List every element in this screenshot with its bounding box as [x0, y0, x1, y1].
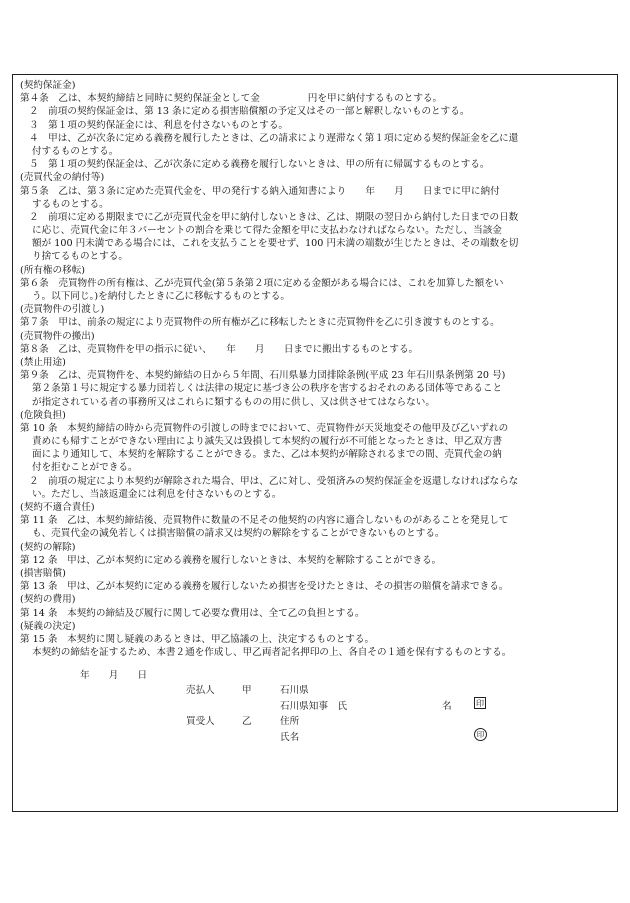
buyer-address: 住所 [280, 716, 300, 727]
clause-line: 第８条 乙は、売買物件を甲の指示に従い、 年 月 日までに搬出するものとする。 [20, 343, 419, 355]
clause-line: ２ 前項に定める期限までに乙が売買代金を甲に納付しないときは、乙は、期限の翌日から納付した日までの日数 [29, 211, 519, 223]
clause-line: 第５条 乙は、第３条に定めた売買代金を、甲の発行する納入通知書により 年 月 日までに甲に納付 [20, 185, 500, 197]
clause-line: するものとする。 [32, 198, 109, 210]
article-heading: (契約不適合責任) [20, 502, 95, 513]
seller-party: 甲 [242, 685, 252, 696]
article-heading: (売買物件の搬出) [20, 330, 95, 342]
article-heading: (契約の費用) [20, 594, 76, 606]
seller-address: 石川県 [280, 685, 309, 696]
article-heading: (契約の解除) [20, 541, 76, 553]
clause-line: ３ 第１項の契約保証金には、利息を付さないものとする。 [29, 119, 289, 131]
article-heading: (売買代金の納付等) [20, 172, 105, 184]
seller-name: 石川県知事 氏 [280, 701, 348, 712]
article-heading: (契約保証金) [20, 80, 76, 91]
clause-line: い。ただし、当該返還金には利息を付さないものとする。 [32, 488, 282, 500]
clause-line: も、売買代金の減免若しくは損害賠償の請求又は契約の解除をすることができないものとする。 [32, 528, 445, 540]
article-heading: (所有権の移転) [20, 264, 86, 276]
seller-role: 売払人 [186, 685, 215, 696]
clause-line: 第４条 乙は、本契約締結と同時に契約保証金として金 円を甲に納付するものとする。 [20, 93, 443, 105]
article-heading: (疑義の決定) [20, 620, 76, 632]
buyer-role: 買受人 [186, 716, 215, 727]
buyer-name: 氏名 [280, 732, 300, 743]
clause-line: 第 13 条 甲は、乙が本契約に定める義務を履行しないため損害を受けたときは、その損害の賠償を請求できる。 [20, 581, 509, 593]
clause-line: 第 10 条 本契約締結の時から売買物件の引渡しの時までにおいて、売買物件が天災地変その他甲及び乙いずれの [20, 422, 509, 434]
clause-line: 付するものとする。 [32, 145, 119, 157]
clause-line: 第２条第１号に規定する暴力団若しくは法律の規定に基づき公の秩序を害するおそれのある団体等であること [32, 383, 503, 395]
clause-line: 第９条 乙は、売買物件を、本契約締結の日から５年間、石川県暴力団排除条例(平成 23 年石川県条例第 20 号) [20, 370, 506, 382]
contract-body [20, 79, 614, 659]
clause-line: う。以下同じ。)を納付したときに乙に移転するものとする。 [32, 291, 290, 302]
clause-line: 第 11 条 乙は、本契約締結後、売買物件に数量の不足その他契約の内容に適合しないものがあることを発見して [20, 515, 509, 527]
clause-line: ４ 甲は、乙が次条に定める義務を履行したときは、乙の請求により遅滞なく第１項に定める契約保証金を乙に還 [29, 132, 519, 144]
clause-line: に応じ、売買代金に年３パーセントの割合を乗じて得た金額を甲に支払わなければならない。ただし、当該金 [32, 225, 502, 237]
clause-line: が指定されている者の事務所又はこれらに類するものの用に供し、又は供させてはならない。 [32, 396, 435, 408]
clause-line: 面により通知して、本契約を解除することができる。また、乙は本契約が解除されるまでの間、売買代金の納 [32, 449, 502, 461]
clause-line: 第 15 条 本契約に関し疑義のあるときは、甲乙協議の上、決定するものとする。 [20, 633, 375, 645]
article-heading: (損害賠償) [20, 567, 66, 579]
seller-seal: 印 [476, 699, 484, 708]
buyer-seal: 印 [474, 728, 487, 741]
article-heading: (禁止用途) [20, 356, 66, 368]
clause-line: 第７条 甲は、前条の規定により売買物件の所有権が乙に移転したときに売買物件を乙に引き渡すものとする。 [20, 317, 500, 329]
clause-line: ２ 前項の契約保証金は、第 13 条に定める損害賠償額の予定又はその一部と解釈しないものとする。 [29, 106, 470, 118]
clause-line: 責めにも帰すことができない理由により滅失又は毀損して本契約の履行が不可能となったときは、甲乙双方書 [32, 436, 503, 448]
clause-line: 第６条 売買物件の所有権は、乙が売買代金(第５条第２項に定める金額がある場合には、これを加算した額をい [20, 277, 504, 289]
article-heading: (売買物件の引渡し) [20, 304, 105, 316]
clause-line: 付を拒むことができる。 [32, 462, 138, 474]
clause-line: り捨てるものとする。 [32, 251, 128, 263]
clause-line: 第 14 条 本契約の締結及び履行に関して必要な費用は、全て乙の負担とする。 [20, 607, 365, 619]
clause-line: ２ 前項の規定により本契約が解除された場合、甲は、乙に対し、受領済みの契約保証金を返還しなければならな [29, 475, 519, 487]
contract-date: 年 月 日 [80, 670, 148, 681]
article-heading: (危険負担) [20, 409, 66, 421]
clause-line: ５ 第１項の契約保証金は、乙が次条に定める義務を履行しないときは、甲の所有に帰属するものとする。 [29, 159, 490, 171]
clause-line: 第 12 条 甲は、乙が本契約に定める義務を履行しないときは、本契約を解除することができる。 [20, 554, 442, 566]
clause-line: 額が 100 円未満である場合には、これを支払うことを要せず、100 円未満の端数が生じたときは、その端数を切 [32, 238, 519, 250]
clause-line: 本契約の締結を証するため、本書２通を作成し、甲乙両者記名押印の上、各自その１通を保有するものとする。 [32, 647, 512, 659]
buyer-party: 乙 [242, 716, 252, 727]
seller-name-label: 名 [442, 701, 452, 712]
